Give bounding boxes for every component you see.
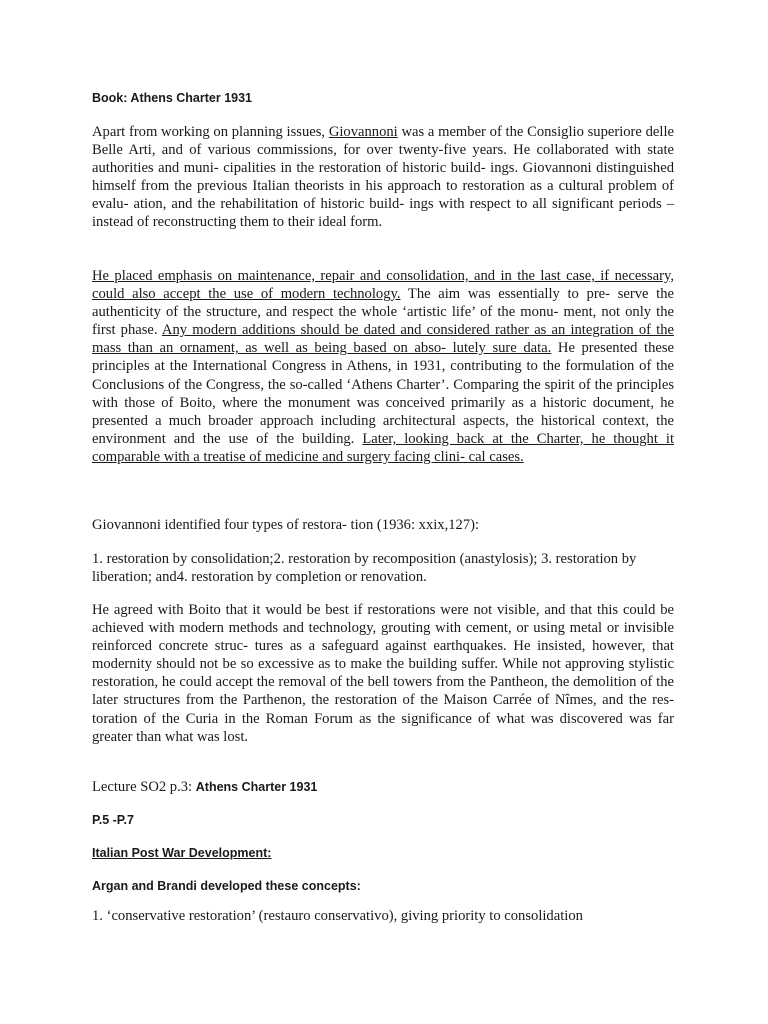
underlined-emphasis-2: Any modern additions should be dated and considered rather as an integration of the mass than an ornament, as well as being based on abso- lutely sure data.: [92, 322, 674, 357]
intro-text-start: Apart from working on planning issues,: [92, 124, 329, 140]
maintenance-text-2: He presented these principles at the International Congress in Athens, in 1931, contributing to the formulation of the Conclusions of the Congress, the so-called ‘Athens Charter’. Comparing the spirit of the principles with those of Boito, where the monument was conceived primarily as a historic document, he presented a much broader approach including architectural aspects, the historical context, the environment and the use of the building.: [92, 340, 674, 447]
paragraph-restoration-list: 1. restoration by consolidation;2. restoration by recomposition (anastylosis); 3. restoration by liberation; and4. restoration by completion or renovation.: [92, 551, 637, 586]
argan-brandi-heading: Argan and Brandi developed these concepts:: [92, 879, 361, 893]
paragraph-four-types: Giovannoni identified four types of restora- tion (1936: xxix,127):: [92, 517, 480, 533]
lecture-reference: [92, 778, 317, 796]
paragraph-conservative-restoration: 1. ‘conservative restoration’ (restauro conservativo), giving priority to consolidation: [92, 908, 583, 924]
paragraph-giovannoni-intro: [92, 123, 674, 232]
page-range: P.5 -P.7: [92, 813, 134, 827]
book-heading: Book: Athens Charter 1931: [92, 91, 252, 105]
paragraph-boito: He agreed with Boito that it would be best if restorations were not visible, and that this could be achieved with modern methods and technology, grouting with cement, or using metal or invisible reinforced concrete struc- tures as a safeguard against earthquakes. He insisted, however, that modernity should not be so excessive as to make the building suffer. While not approving stylistic restoration, he could accept the removal of the bell towers from the Pantheon, the demolition of the later structures from the Parthenon, the restoration of the Maison Carrée of Nîmes, and the res- toration of the Curia in the Roman Forum as the significance of what was discovered was far greater than what was lost.: [92, 602, 674, 745]
italian-post-war-heading: Italian Post War Development:: [92, 846, 272, 860]
paragraph-maintenance: [92, 267, 674, 466]
maintenance-text-1: The aim was essentially to pre- serve the authenticity of the structure, and respect the whole ‘artistic life’ of the monu- ment, not only the first phase.: [92, 286, 674, 339]
underlined-emphasis-1: He placed emphasis on maintenance, repair and consolidation, and in the last case, if necessary, could also accept the use of modern technology.: [92, 268, 674, 303]
intro-text-rest: was a member of the Consiglio superiore delle Belle Arti, and of various commissions, for over twenty-five years. He collaborated with state authorities and muni- cipalities in the restoration of historic build- ings. Giovannoni distinguished himself from the previous Italian theorists in his approach to restoration as a cultural problem of evalu- ation, and the rehabilitation of historic build- ings with respect to all significant periods – instead of reconstructing them to their ideal form.: [92, 124, 674, 231]
underlined-emphasis-3: Later, looking back at the Charter, he thought it comparable with a treatise of medicine and surgery facing clini- cal cases.: [92, 430, 674, 465]
lecture-prefix: Lecture SO2 p.3:: [92, 779, 196, 795]
giovannoni-name: Giovannoni: [328, 124, 398, 140]
lecture-title: Athens Charter 1931: [195, 780, 318, 794]
